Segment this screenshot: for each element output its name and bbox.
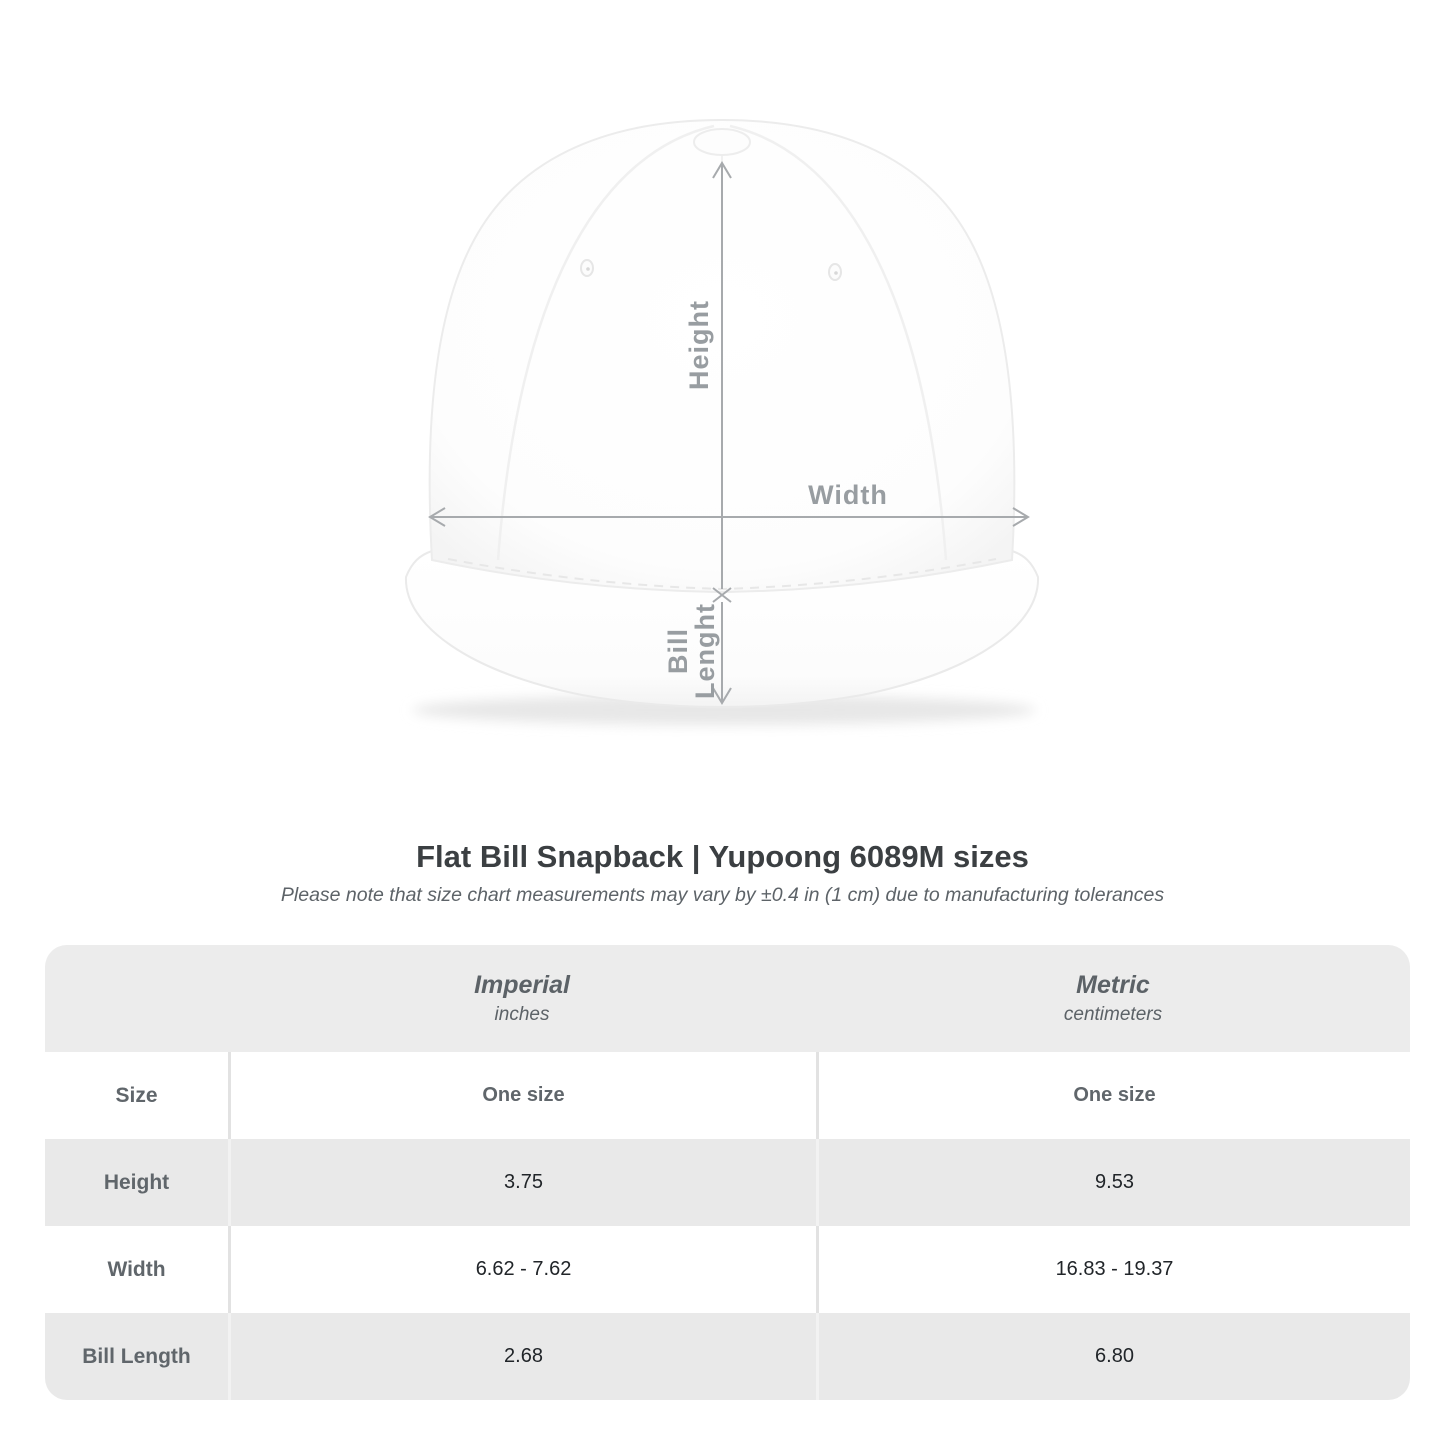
right-eyelet-icon — [829, 264, 841, 280]
imperial-column-title: Imperial — [474, 971, 570, 999]
tolerance-note: Please note that size chart measurements may vary by ±0.4 in (1 cm) due to manufacturing tolerances — [280, 883, 1165, 906]
page-title: Flat Bill Snapback | Yupoong 6089M sizes — [416, 839, 1029, 874]
imperial-column-unit: inches — [494, 1004, 550, 1025]
metric-value: 16.83 - 19.37 — [1055, 1258, 1174, 1280]
hat-button — [694, 129, 750, 155]
row-label: Size — [115, 1083, 158, 1107]
metric-value-cell — [816, 1226, 1410, 1313]
metric-value: One size — [1073, 1084, 1156, 1106]
heading-block — [0, 838, 1445, 908]
table-row-size — [45, 1052, 1410, 1139]
left-eyelet-icon — [581, 260, 593, 276]
imperial-value: One size — [482, 1084, 565, 1106]
row-label-cell — [45, 1139, 228, 1226]
imperial-value: 6.62 - 7.62 — [475, 1258, 572, 1280]
size-table — [45, 945, 1410, 1400]
header-cell-imperial — [228, 945, 816, 1052]
row-label: Bill Length — [82, 1344, 191, 1368]
metric-value-cell — [816, 1313, 1410, 1400]
metric-value: 9.53 — [1095, 1171, 1134, 1193]
imperial-value-cell — [228, 1052, 816, 1139]
imperial-value-cell — [228, 1313, 816, 1400]
row-label-cell — [45, 1226, 228, 1313]
metric-value: 6.80 — [1095, 1345, 1134, 1367]
row-label: Width — [107, 1257, 166, 1281]
header-cell-empty — [45, 945, 228, 1052]
bill-length-measure-label-line1: Bill — [663, 627, 693, 675]
metric-value-cell — [816, 1052, 1410, 1139]
row-label-cell — [45, 1052, 228, 1139]
metric-column-unit: centimeters — [1063, 1004, 1163, 1025]
height-measure-label: Height — [684, 300, 714, 390]
metric-column-title: Metric — [1076, 971, 1150, 999]
row-label-cell — [45, 1313, 228, 1400]
imperial-value: 2.68 — [504, 1345, 543, 1367]
imperial-value-cell — [228, 1139, 816, 1226]
table-row-height — [45, 1139, 1410, 1226]
imperial-value: 3.75 — [504, 1171, 543, 1193]
row-label: Height — [103, 1170, 170, 1194]
table-row-width — [45, 1226, 1410, 1313]
header-cell-metric — [816, 945, 1410, 1052]
metric-value-cell — [816, 1139, 1410, 1226]
imperial-value-cell — [228, 1226, 816, 1313]
bill-length-measure-label-line2: Lenght — [690, 603, 720, 699]
table-row-bill-length — [45, 1313, 1410, 1400]
width-measure-label: Width — [808, 480, 888, 510]
table-header-row — [45, 945, 1410, 1052]
